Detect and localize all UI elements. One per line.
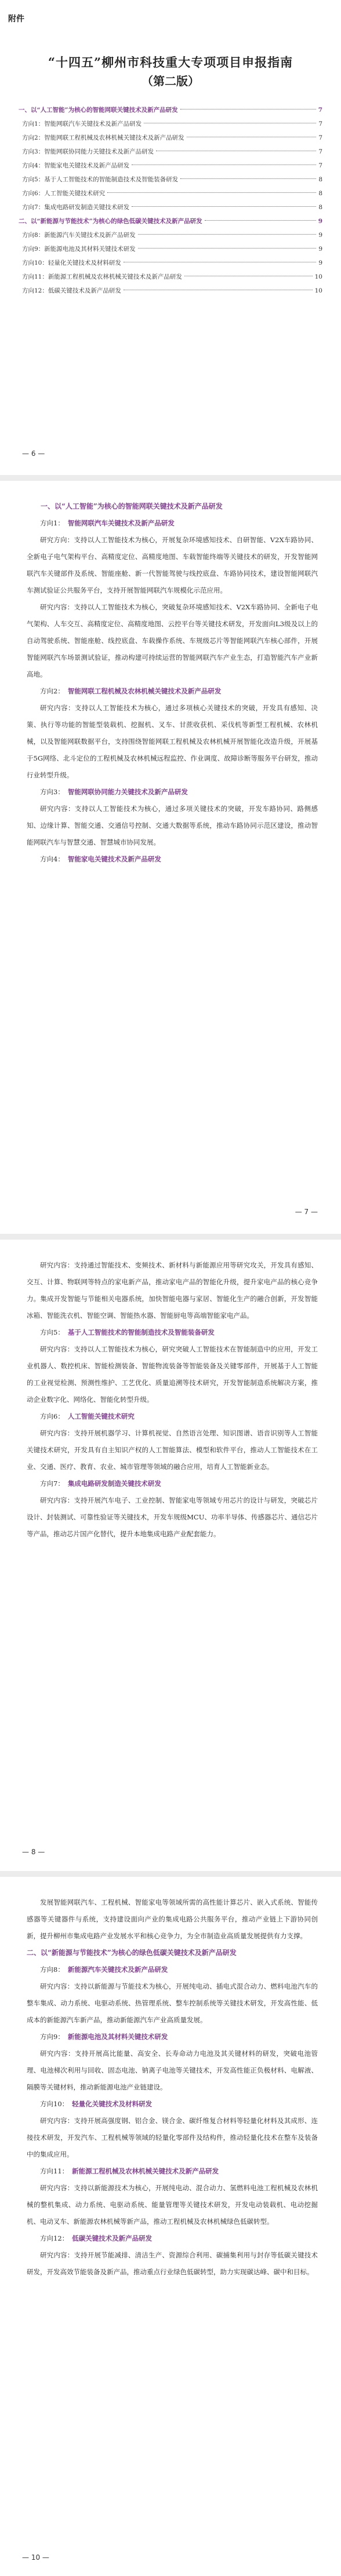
paragraph: 研究内容：支持开展节能减排、清洁生产、资源综合利用、碳捕集利用与封存等低碳关键技术研发，开发高效节能装备及新产品，推动重点行业绿色低碳转型，助力实现碳达峰、碳中和目标。	[27, 2251, 318, 2276]
page-body	[27, 498, 318, 868]
direction-number: 方向7：	[40, 1479, 64, 1488]
direction-heading	[27, 1961, 318, 1978]
direction-number: 方向8：	[40, 1965, 64, 1974]
direction-title: 新能源电池及其材料关键技术研发	[67, 2033, 168, 2041]
toc-entry-text: 方向11：新能源工程机械及农林机械关键技术及新产品研发	[22, 273, 182, 280]
section-heading: 一、以“人工智能”为核心的智能网联关键技术及新产品研发	[41, 502, 223, 510]
direction-heading	[27, 1408, 318, 1425]
toc-entry[interactable]	[19, 228, 322, 242]
direction-heading	[27, 683, 318, 700]
direction-number: 方向10：	[40, 2100, 69, 2108]
direction-heading	[27, 1475, 318, 1492]
toc-leader-dots	[107, 192, 316, 193]
paragraph: 研究内容：支持以人工智能技术为核心，突破复杂环境感知技术、V2X车路协同、全新电子电气架构、人车交互、高精度定位、高精度地图、云控平台等关键技术研发，开发面向L3级及以上的自动驾驶系统、智能座舱、线控底盘、车载操作系统、车规级芯片等智能网联汽车核心部件，开展智能网联汽车场景测试验证，推动构建可持续运营的智能网联汽车产业生态，打造智能汽车产业新高地。	[27, 603, 318, 678]
document-subtitle: （第二版）	[142, 74, 199, 88]
direction-title: 人工智能关键技术研究	[67, 1412, 135, 1420]
direction-number: 方向9：	[40, 2033, 64, 2041]
toc-entry[interactable]	[19, 187, 322, 200]
page-2	[0, 481, 341, 1234]
paragraph: 研究内容：支持以新能源与节能技术为核心，开展纯电动、插电式混合动力、燃料电池汽车的整车集成、动力系统、电驱动系统、热管理系统、整车控制系统等关键技术研发，开发高性能、低成本的新能源汽车新产品，推动新能源汽车产业高质量发展。	[27, 1982, 318, 2024]
toc-leader-dots	[138, 248, 317, 249]
paragraph: 研究内容：支持开展高强度钢、铝合金、镁合金、碳纤维复合材料等轻量化材料及其成形、连接技术研发，开发汽车、工程机械等领域的轻量化零部件及结构件，推动轻量化技术在整车及装备中的集成应用。	[27, 2117, 318, 2158]
page-1	[0, 0, 341, 475]
toc-page-number: 8	[318, 190, 322, 197]
paragraph: 研究内容：支持开展汽车电子、工业控制、智能家电等领域专用芯片的设计与研发，突破芯片设计、封装测试、可靠性验证等关键技术，开发车规级MCU、功率半导体、传感器芯片、通信芯片等产品，推动芯片国产化替代，提升本地集成电路产业配套能力。	[27, 1496, 318, 1538]
toc-page-number: 10	[314, 287, 322, 294]
direction-title: 基于人工智能技术的智能制造技术及智能装备研发	[67, 1328, 215, 1336]
direction-heading	[27, 2096, 318, 2113]
toc-entry[interactable]	[19, 284, 322, 298]
toc-page-number: 9	[318, 218, 322, 225]
toc-page-number: 7	[318, 148, 322, 155]
direction-title: 集成电路研发制造关键技术研发	[67, 1479, 161, 1488]
paragraph: 研究内容：支持以人工智能技术为核心，通过多项关键技术的突破，开发车路协同、路侧感知、边缘计算、智能交通、交通信号控制、交通大数据等系统，推动车路协同示范区建设，推动智能网联汽车与智慧交通、智慧城市协同发展。	[27, 805, 318, 846]
direction-title: 智能网联工程机械及农林机械关键技术及新产品研发	[67, 687, 222, 695]
direction-heading	[27, 1324, 318, 1341]
toc-entry-text: 方向10：轻量化关键技术及材料研发	[22, 260, 121, 266]
direction-number: 方向12：	[40, 2234, 69, 2242]
toc-entry-text: 方向3：智能网联协同能力关键技术及新产品研发	[22, 148, 154, 155]
toc-page-number: 8	[318, 204, 322, 211]
toc-page-number: 9	[318, 232, 322, 239]
toc-section-entry[interactable]	[19, 214, 322, 228]
paragraph: 研究内容：支持开展机器学习、计算机视觉、自然语言处理、知识图谱、语音识别等人工智能关键技术研究，开发具有自主知识产权的人工智能算法、模型和软件平台，推动人工智能技术在工业、交通、医疗、教育、农业、城市管理等领域的融合应用，培育人工智能新业态。	[27, 1429, 318, 1471]
direction-title: 智能家电关键技术及新产品研发	[67, 855, 161, 863]
paragraph: 研究内容：支持开展高比能量、高安全、长寿命动力电池及其关键材料的研发，突破电池管理、电池梯次利用与回收、固态电池、钠离子电池等关键技术，开发高性能正负极材料、电解液、隔膜等关键材料，推动新能源电池产业链建设。	[27, 2049, 318, 2091]
toc-entry[interactable]	[19, 131, 322, 145]
toc-entry-text: 方向2：智能网联工程机械及农林机械关键技术及新产品研发	[22, 134, 184, 141]
paragraph: 研究内容：支持以人工智能技术为核心，通过多项核心关键技术的突破，开发具有感知、决策、执行等功能的智能型装载机、挖掘机、叉车、甘蔗收获机、采伐机等新型工程机械、农林机械，以及智能网联数据平台，支持围绕智能网联工程机械及农林机械开展智能化改造升级，开展基于5G网络、北斗定位的工程机械及农林机械远程监控、作业调度、故障诊断等服务平台研发，推动行业转型升级。	[27, 704, 318, 779]
toc-page-number: 10	[314, 273, 322, 280]
direction-number: 方向1：	[40, 519, 64, 527]
toc-entry-text: 方向6：人工智能关键技术研究	[22, 190, 106, 197]
toc-leader-dots	[132, 206, 316, 207]
toc-page-number: 9	[318, 246, 322, 253]
toc-entry[interactable]	[19, 242, 322, 256]
direction-number: 方向2：	[40, 687, 64, 695]
direction-number: 方向6：	[40, 1412, 64, 1420]
direction-title: 低碳关键技术及新产品研发	[72, 2234, 153, 2242]
attachment-label: 附件	[8, 14, 24, 24]
page-number: — 10 —	[22, 2553, 49, 2562]
toc-entry-text: 方向1：智能网联汽车关键技术及新产品研发	[22, 120, 142, 127]
paragraph: 研究内容：支持以人工智能技术为核心，研究突破人工智能技术在智能制造中的应用，开发工业机器人、数控机床、智能检测装备、智能物流装备等智能装备及关键零部件，开展基于人工智能的工业视觉检测、预测性维护、工艺优化、质量追溯等技术研究，开发智能制造系统解决方案，推动企业数字化、网络化、智能化转型升级。	[27, 1345, 318, 1404]
toc-entry-text: 一、以“人工智能”为核心的智能网联关键技术及新产品研发	[19, 107, 178, 114]
toc-entry-text: 方向9：新能源电池及其材料关键技术研发	[22, 246, 136, 253]
toc-section-entry[interactable]	[19, 103, 322, 117]
toc-entry-text: 二、以“新能源与节能技术”为核心的绿色低碳关键技术及新产品研发	[19, 218, 202, 225]
direction-title: 轻量化关键技术及材料研发	[72, 2100, 153, 2108]
toc-entry[interactable]	[19, 173, 322, 187]
toc-entry[interactable]	[19, 270, 322, 284]
page-4	[0, 1877, 341, 2576]
direction-heading	[27, 2230, 318, 2247]
page-body	[27, 1894, 318, 2281]
toc-page-number: 7	[318, 107, 322, 114]
toc-entry-text: 方向5：基于人工智能技术的智能制造技术及智能装备研发	[22, 176, 179, 183]
direction-number: 方向5：	[40, 1328, 64, 1336]
toc-entry[interactable]	[19, 159, 322, 173]
direction-number: 方向11：	[40, 2167, 69, 2175]
direction-heading	[27, 784, 318, 801]
toc-leader-dots	[180, 178, 316, 179]
paragraph: 研究内容：支持通过智能技术、变频技术、新材料与新能源应用等研究攻关，开发具有感知、交互、计算、物联网等特点的家电新产品，推动家电产品的智能化升级，提升家电产品的核心竞争力。集成开发智能与节能相关电器系统，加快智能电器与家居、智能化生产的融合创新，开发智能冰箱、智能洗衣机、智能空调、智能热水器、智能厨电等高端智能家电产品。	[27, 1261, 318, 1320]
toc-entry[interactable]	[19, 256, 322, 270]
toc-page-number: 7	[318, 134, 322, 141]
toc-entry-text: 方向12：低碳关键技术及新产品研发	[22, 287, 121, 294]
toc-page-number: 8	[318, 176, 322, 183]
toc-page-number: 7	[318, 162, 322, 169]
toc-leader-dots	[138, 234, 317, 235]
section-heading: 二、以“新能源与节能技术”为核心的绿色低碳关键技术及新产品研发	[27, 1949, 237, 1957]
toc-entry-text: 方向7：集成电路研发制造关键技术研发	[22, 204, 130, 211]
page-number: — 8 —	[22, 1848, 45, 1856]
direction-heading	[27, 2029, 318, 2045]
direction-title: 智能网联汽车关键技术及新产品研发	[67, 519, 175, 527]
toc-page-number: 9	[318, 260, 322, 266]
document-title: “十四五”柳州市科技重大专项项目申报指南	[48, 55, 293, 70]
paragraph: 研究内容：支持以新能源技术为核心，开展纯电动、混合动力、氢燃料电池工程机械及农林机械的整机集成、动力系统、电驱动系统、能量管理等关键技术研发，开发电动装载机、电动挖掘机、电动叉车、新能源农林机械等新产品，推动工程机械及农林机械绿色低碳转型。	[27, 2184, 318, 2226]
page-number: — 7 —	[295, 1208, 318, 1216]
paragraph: 发展智能网联汽车、工程机械、智能家电等领域所需的高性能计算芯片、嵌入式系统、智能传感器等关键器件与系统，支持建设面向产业的集成电路公共服务平台，推动产业链上下游协同创新，提升柳州市集成电路产业发展水平和核心竞争力，为全市制造业高质量发展提供有力支撑。	[27, 1898, 318, 1940]
page-body	[27, 1257, 318, 1543]
table-of-contents	[19, 103, 322, 298]
direction-heading	[27, 2163, 318, 2180]
toc-entry[interactable]	[19, 200, 322, 214]
toc-page-number: 7	[318, 120, 322, 127]
paragraph: 研究方向：支持以人工智能技术为核心，开展复杂环境感知技术、自研智能、V2X车路协同、全新电子电气架构平台、高精度定位、高精度地图、车载智能终端等关键技术的研发，开发智能网联汽车关键部件及系统、智能座舱、新一代智能驾驶与线控底盘、车路协同技术，建设智能网联汽车测试验证公共服务平台，支持开展智能网联汽车规模化示范应用。	[27, 536, 318, 594]
toc-entry[interactable]	[19, 117, 322, 131]
toc-entry[interactable]	[19, 145, 322, 159]
page-number: — 6 —	[22, 450, 45, 458]
direction-heading	[27, 515, 318, 532]
direction-title: 智能网联协同能力关键技术及新产品研发	[67, 788, 188, 796]
toc-leader-dots	[205, 220, 316, 221]
page-3	[0, 1240, 341, 1871]
toc-entry-text: 方向8：新能源汽车关键技术及新产品研发	[22, 232, 136, 239]
toc-entry-text: 方向4：智能家电关键技术及新产品研发	[22, 162, 130, 169]
direction-title: 新能源工程机械及农林机械关键技术及新产品研发	[72, 2167, 219, 2175]
direction-heading	[27, 851, 318, 868]
direction-title: 新能源汽车关键技术及新产品研发	[67, 1965, 168, 1974]
direction-number: 方向4：	[40, 855, 64, 863]
direction-number: 方向3：	[40, 788, 64, 796]
